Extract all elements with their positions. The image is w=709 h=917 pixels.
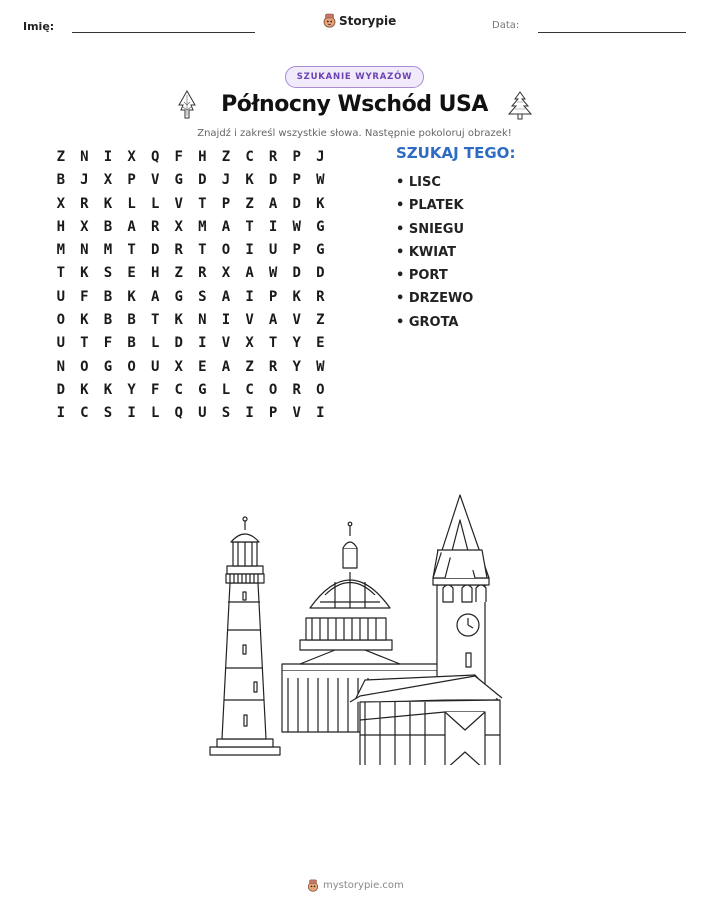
grid-cell[interactable]: V (174, 195, 183, 212)
grid-cell[interactable]: H (56, 218, 66, 235)
grid-cell[interactable]: R (316, 288, 325, 305)
grid-cell[interactable]: V (292, 312, 301, 329)
grid-cell[interactable]: C (80, 405, 89, 422)
grid-cell[interactable]: R (292, 381, 301, 398)
grid-cell[interactable]: U (56, 288, 66, 305)
grid-cell[interactable]: E (316, 335, 325, 352)
grid-cell[interactable]: K (80, 381, 89, 398)
grid-cell[interactable]: K (174, 312, 183, 329)
grid-row (49, 239, 332, 262)
grid-cell[interactable]: Z (245, 195, 254, 212)
word-item: • GROTA (396, 314, 459, 330)
grid-row (49, 169, 332, 192)
grid-cell[interactable]: O (316, 381, 325, 398)
grid-cell[interactable]: O (80, 358, 89, 375)
word-item: • LISC (396, 175, 441, 190)
grid-cell[interactable]: X (103, 172, 113, 189)
grid-cell[interactable]: Y (127, 381, 136, 398)
word-item: • KWIAT (396, 244, 457, 260)
grid-cell[interactable]: C (174, 381, 183, 398)
grid-cell[interactable]: H (198, 149, 207, 165)
grid-cell[interactable]: I (268, 218, 278, 235)
grid-cell[interactable]: R (268, 149, 278, 165)
coloring-illustration (200, 490, 510, 765)
grid-cell[interactable]: N (80, 149, 89, 165)
grid-cell[interactable]: Z (174, 265, 183, 282)
grid-cell[interactable]: B (103, 288, 113, 305)
grid-cell[interactable]: S (198, 288, 207, 305)
grid-cell[interactable]: D (174, 335, 183, 352)
grid-cell[interactable]: R (268, 358, 278, 375)
grid-cell[interactable]: N (198, 312, 207, 329)
grid-cell[interactable]: N (56, 358, 66, 375)
grid-cell[interactable]: Y (292, 358, 301, 375)
grid-cell[interactable]: G (316, 242, 325, 259)
grid-cell[interactable]: A (127, 218, 136, 235)
grid-cell[interactable]: T (56, 265, 66, 282)
grid-cell[interactable]: D (316, 265, 325, 282)
page-title: Północny Wschód USA (221, 92, 488, 117)
grid-cell[interactable]: I (245, 242, 254, 259)
pine-tree-icon (506, 91, 534, 121)
word-item: • PLATEK (396, 198, 464, 214)
grid-row (49, 402, 332, 425)
grid-cell[interactable]: N (80, 242, 89, 259)
grid-cell[interactable]: L (221, 381, 231, 398)
grid-cell[interactable]: X (174, 218, 183, 235)
grid-cell[interactable]: A (221, 358, 231, 375)
grid-cell[interactable]: G (103, 358, 113, 375)
grid-cell[interactable]: T (268, 335, 278, 352)
grid-cell[interactable]: G (198, 381, 207, 398)
grid-row (49, 356, 332, 379)
grid-cell[interactable]: F (80, 288, 89, 305)
grid-cell[interactable]: W (268, 265, 278, 282)
grid-cell[interactable]: V (245, 312, 254, 329)
grid-cell[interactable]: K (80, 265, 89, 282)
grid-cell[interactable]: T (80, 335, 89, 352)
name-field[interactable] (72, 32, 255, 33)
grid-cell[interactable]: K (103, 195, 113, 212)
grid-cell[interactable]: R (198, 265, 207, 282)
grid-row (49, 262, 332, 285)
grid-cell[interactable]: D (292, 195, 301, 212)
grid-cell[interactable]: T (127, 242, 136, 259)
grid-cell[interactable]: R (80, 195, 89, 212)
grid-cell[interactable]: M (103, 242, 113, 259)
grid-cell[interactable]: B (127, 335, 136, 352)
date-label: Data: (492, 20, 520, 31)
grid-cell[interactable]: A (221, 288, 231, 305)
grid-cell[interactable]: T (198, 242, 207, 259)
grid-cell[interactable]: F (103, 335, 113, 352)
grid-row (49, 216, 332, 239)
grid-row (49, 146, 332, 169)
grid-cell[interactable]: T (150, 312, 160, 329)
grid-cell[interactable]: P (292, 172, 301, 189)
grid-cell[interactable]: U (56, 335, 66, 352)
grid-cell[interactable]: X (221, 265, 231, 282)
grid-cell[interactable]: U (150, 358, 160, 375)
grid-cell[interactable]: D (56, 381, 66, 398)
grid-cell[interactable]: K (245, 172, 254, 189)
grid-cell[interactable]: F (174, 149, 183, 165)
grid-cell[interactable]: O (221, 242, 231, 259)
grid-cell[interactable]: Z (245, 358, 254, 375)
grid-cell[interactable]: B (103, 218, 113, 235)
footer-url[interactable]: mystorypie.com (323, 880, 404, 891)
grid-cell[interactable]: G (316, 218, 325, 235)
grid-cell[interactable]: A (150, 288, 160, 305)
word-item: • PORT (396, 268, 448, 284)
grid-cell[interactable]: H (150, 265, 160, 282)
grid-cell[interactable]: A (268, 195, 278, 212)
grid-cell[interactable]: W (316, 172, 325, 189)
grid-cell[interactable]: E (127, 265, 136, 282)
grid-cell[interactable]: R (174, 242, 183, 259)
grid-cell[interactable]: L (127, 195, 136, 212)
grid-cell[interactable]: I (56, 405, 66, 422)
grid-cell[interactable]: Q (150, 149, 160, 165)
grid-cell[interactable]: T (198, 195, 207, 212)
grid-cell[interactable]: B (103, 312, 113, 329)
covered-bridge (350, 675, 502, 765)
date-field[interactable] (538, 32, 686, 33)
grid-row (49, 193, 332, 216)
grid-cell[interactable]: A (245, 265, 254, 282)
grid-cell[interactable]: S (221, 405, 231, 422)
grid-cell[interactable]: L (150, 195, 160, 212)
grid-cell[interactable]: V (150, 172, 160, 189)
grid-row (49, 286, 332, 309)
grid-cell[interactable]: A (268, 312, 278, 329)
grid-cell[interactable]: B (127, 312, 136, 329)
grid-cell[interactable]: U (268, 242, 278, 259)
letter-grid (49, 146, 332, 426)
grid-cell[interactable]: O (56, 312, 66, 329)
grid-cell[interactable]: X (174, 358, 183, 375)
brand-name: Storypie (339, 13, 397, 28)
grid-cell[interactable]: L (150, 335, 160, 352)
grid-cell[interactable]: I (245, 405, 254, 422)
grid-cell[interactable]: J (316, 149, 325, 165)
grid-cell[interactable]: W (316, 358, 325, 375)
word-list (396, 144, 515, 334)
grid-cell[interactable]: L (150, 405, 160, 422)
grid-cell[interactable]: P (268, 405, 278, 422)
grid-cell[interactable]: S (103, 265, 113, 282)
grid-cell[interactable]: I (245, 288, 254, 305)
word-item: • SNIEGU (396, 221, 465, 237)
grid-cell[interactable]: K (103, 381, 113, 398)
grid-cell[interactable]: D (150, 242, 160, 259)
name-label: Imię: (23, 20, 55, 33)
grid-cell[interactable]: Z (221, 149, 231, 165)
grid-cell[interactable]: E (198, 358, 207, 375)
grid-cell[interactable]: K (127, 288, 136, 305)
grid-row (49, 379, 332, 402)
instructions: Znajdź i zakreśl wszystkie słowa. Następnie pokoloruj obrazek! (197, 128, 512, 139)
grid-cell[interactable]: A (221, 218, 231, 235)
grid-cell[interactable]: K (292, 288, 301, 305)
grid-cell[interactable]: I (127, 405, 136, 422)
grid-cell[interactable]: T (245, 218, 254, 235)
grid-cell[interactable]: X (245, 335, 254, 352)
grid-cell[interactable]: W (292, 218, 301, 235)
grid-cell[interactable]: U (198, 405, 207, 422)
grid-cell[interactable]: K (80, 312, 89, 329)
word-list-title: SZUKAJ TEGO: (396, 144, 516, 162)
grid-cell[interactable]: C (245, 381, 254, 398)
grid-cell[interactable]: M (198, 218, 207, 235)
category-badge: SZUKANIE WYRAZÓW (285, 66, 424, 88)
grid-cell[interactable]: D (268, 172, 278, 189)
grid-cell[interactable]: Z (56, 149, 66, 165)
footer (307, 879, 404, 892)
grid-cell[interactable]: P (292, 242, 301, 259)
grid-cell[interactable]: K (316, 195, 325, 212)
grid-cell[interactable]: F (150, 381, 160, 398)
grid-cell[interactable]: C (245, 149, 254, 165)
grid-cell[interactable]: I (103, 149, 113, 165)
word-item: • DRZEWO (396, 291, 474, 307)
grid-cell[interactable]: B (56, 172, 66, 189)
grid-cell[interactable]: D (292, 265, 301, 282)
grid-cell[interactable]: Y (292, 335, 301, 352)
grid-row (49, 309, 332, 332)
lighthouse (210, 517, 280, 755)
grid-cell[interactable]: X (56, 195, 66, 212)
grid-cell[interactable]: P (268, 288, 278, 305)
grid-cell[interactable]: J (80, 172, 89, 189)
storypie-logo-icon (307, 879, 319, 892)
grid-cell[interactable]: Z (316, 312, 325, 329)
grid-cell[interactable]: X (127, 149, 136, 165)
grid-cell[interactable]: O (127, 358, 136, 375)
grid-row (49, 332, 332, 355)
grid-cell[interactable]: M (56, 242, 66, 259)
grid-cell[interactable]: P (292, 149, 301, 165)
grid-cell[interactable]: I (221, 312, 231, 329)
grid-cell[interactable]: S (103, 405, 113, 422)
grid-cell[interactable]: V (221, 335, 231, 352)
grid-cell[interactable]: V (292, 405, 301, 422)
header (0, 0, 709, 50)
grid-cell[interactable]: Q (174, 405, 183, 422)
grid-cell[interactable]: P (127, 172, 136, 189)
grid-cell[interactable]: O (268, 381, 278, 398)
grid-cell[interactable]: J (221, 172, 231, 189)
brand (323, 13, 396, 28)
grid-cell[interactable]: I (316, 405, 325, 422)
storypie-logo-icon (323, 13, 336, 28)
grid-cell[interactable]: G (174, 172, 183, 189)
grid-cell[interactable]: R (150, 218, 160, 235)
grid-cell[interactable]: D (198, 172, 207, 189)
grid-cell[interactable]: P (221, 195, 231, 212)
grid-cell[interactable]: I (198, 335, 207, 352)
grid-cell[interactable]: G (174, 288, 183, 305)
grid-cell[interactable]: X (80, 218, 89, 235)
